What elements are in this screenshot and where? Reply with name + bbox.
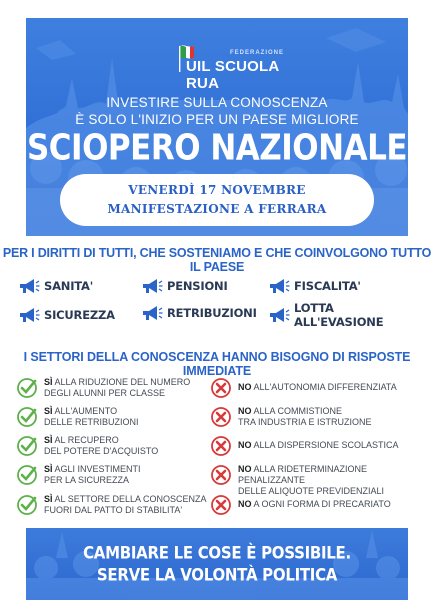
yes-item bbox=[16, 406, 139, 428]
slogan-line-1: INVESTIRE SULLA CONOSCENZA bbox=[106, 95, 328, 110]
footer-banner bbox=[26, 528, 408, 600]
topic-sicurezza bbox=[18, 305, 115, 325]
no-key: NO bbox=[238, 382, 252, 392]
rights-title: PER I DIRITTI DI TUTTI, CHE SOSTENIAMO E CHE COINVOLGONO TUTTO IL PAESE bbox=[2, 246, 432, 274]
no-item bbox=[210, 464, 430, 497]
slogan bbox=[26, 94, 408, 128]
yes-item bbox=[16, 464, 141, 486]
yes-line-2: DELLE RETRIBUZIONI bbox=[44, 417, 139, 427]
check-circle-icon bbox=[16, 377, 38, 399]
topic-label: LOTTA ALL'EVASIONE bbox=[294, 301, 384, 329]
yes-line-2: FUORI DAL PATTO DI STABILITA' bbox=[44, 505, 183, 515]
megaphone-icon bbox=[18, 306, 40, 324]
hero-banner bbox=[26, 18, 408, 236]
date-line-2: MANIFESTAZIONE A FERRARA bbox=[107, 202, 327, 216]
date-box bbox=[60, 174, 374, 226]
topic-label: RETRIBUZIONI bbox=[167, 306, 257, 320]
topic-retribuzioni bbox=[141, 303, 257, 323]
footer-line-2: SERVE LA VOLONTÀ POLITICA bbox=[96, 564, 338, 586]
topic-lotta-evasione bbox=[268, 301, 418, 329]
yes-key: SÌ bbox=[44, 494, 53, 504]
megaphone-icon bbox=[268, 306, 290, 324]
no-item bbox=[210, 377, 397, 399]
yes-key: SÌ bbox=[44, 377, 53, 387]
topic-fiscalita bbox=[268, 276, 361, 296]
no-item bbox=[210, 494, 391, 516]
footer-line-1: CAMBIARE LE COSE È POSSIBILE. bbox=[83, 542, 351, 564]
topic-pensioni bbox=[141, 276, 228, 296]
uil-scuola-logo bbox=[174, 44, 314, 92]
no-line-2: DELLE ALIQUOTE PREVIDENZIALI bbox=[238, 486, 385, 496]
yes-line-1: AGLI INVESTIMENTI bbox=[52, 464, 141, 474]
yes-line-1: ALLA RIDUZIONE DEL NUMERO bbox=[52, 377, 191, 387]
no-key: NO bbox=[238, 499, 252, 509]
megaphone-icon bbox=[268, 277, 290, 295]
yes-line-2: DEGLI ALUNNI PER CLASSE bbox=[44, 388, 166, 398]
sectors-title: I SETTORI DELLA CONOSCENZA HANNO BISOGNO DI RISPOSTE IMMEDIATE bbox=[23, 350, 411, 378]
yes-item bbox=[16, 377, 190, 399]
yes-key: SÌ bbox=[44, 464, 53, 474]
cross-circle-icon bbox=[210, 464, 232, 486]
date-line-1: VENERDÌ 17 NOVEMBRE bbox=[128, 183, 306, 197]
no-key: NO bbox=[238, 440, 252, 450]
slogan-line-2: È SOLO L'INIZIO PER UN PAESE MIGLIORE bbox=[75, 112, 359, 127]
logo-name-label: UIL SCUOLA RUA bbox=[186, 58, 279, 92]
topic-label: SANITA' bbox=[44, 279, 94, 293]
no-line-1: ALLA DISPERSIONE SCOLASTICA bbox=[251, 440, 399, 450]
yes-key: SÌ bbox=[44, 406, 53, 416]
no-item bbox=[210, 435, 399, 457]
topic-label: PENSIONI bbox=[167, 279, 228, 293]
no-item bbox=[210, 406, 372, 428]
cross-circle-icon bbox=[210, 406, 232, 428]
check-circle-icon bbox=[16, 494, 38, 516]
cross-circle-icon bbox=[210, 494, 232, 516]
yes-item bbox=[16, 494, 207, 516]
strike-title: SCIOPERO NAZIONALE bbox=[26, 127, 408, 169]
topics-grid bbox=[18, 276, 418, 329]
yes-line-1: ALL'AUMENTO bbox=[52, 406, 118, 416]
yes-line-1: AL RECUPERO bbox=[52, 435, 119, 445]
check-circle-icon bbox=[16, 464, 38, 486]
cross-circle-icon bbox=[210, 377, 232, 399]
yes-line-1: AL SETTORE DELLA CONOSCENZA bbox=[52, 494, 207, 504]
check-circle-icon bbox=[16, 406, 38, 428]
megaphone-icon bbox=[141, 277, 163, 295]
no-line-1: ALL'AUTONOMIA DIFFERENZIATA bbox=[251, 382, 397, 392]
no-line-2: TRA INDUSTRIA E ISTRUZIONE bbox=[238, 417, 372, 427]
topic-label: FISCALITA' bbox=[294, 279, 361, 293]
megaphone-icon bbox=[18, 277, 40, 295]
cross-circle-icon bbox=[210, 435, 232, 457]
no-key: NO bbox=[238, 406, 252, 416]
yes-item bbox=[16, 435, 158, 457]
no-line-1: ALLA COMMISTIONE bbox=[251, 406, 343, 416]
megaphone-icon bbox=[141, 304, 163, 322]
logo-federazione-label: FEDERAZIONE bbox=[230, 50, 285, 56]
check-circle-icon bbox=[16, 435, 38, 457]
yes-line-2: DEL POTERE D'ACQUISTO bbox=[44, 446, 159, 456]
topic-label: SICUREZZA bbox=[44, 308, 115, 322]
no-key: NO bbox=[238, 464, 252, 474]
yes-key: SÌ bbox=[44, 435, 53, 445]
no-line-1: ALLA RIDETERMINAZIONE PENALIZZANTE bbox=[238, 464, 368, 485]
yes-line-2: PER LA SICUREZZA bbox=[44, 475, 130, 485]
no-line-1: A OGNI FORMA DI PRECARIATO bbox=[251, 499, 391, 509]
topic-sanita bbox=[18, 276, 93, 296]
